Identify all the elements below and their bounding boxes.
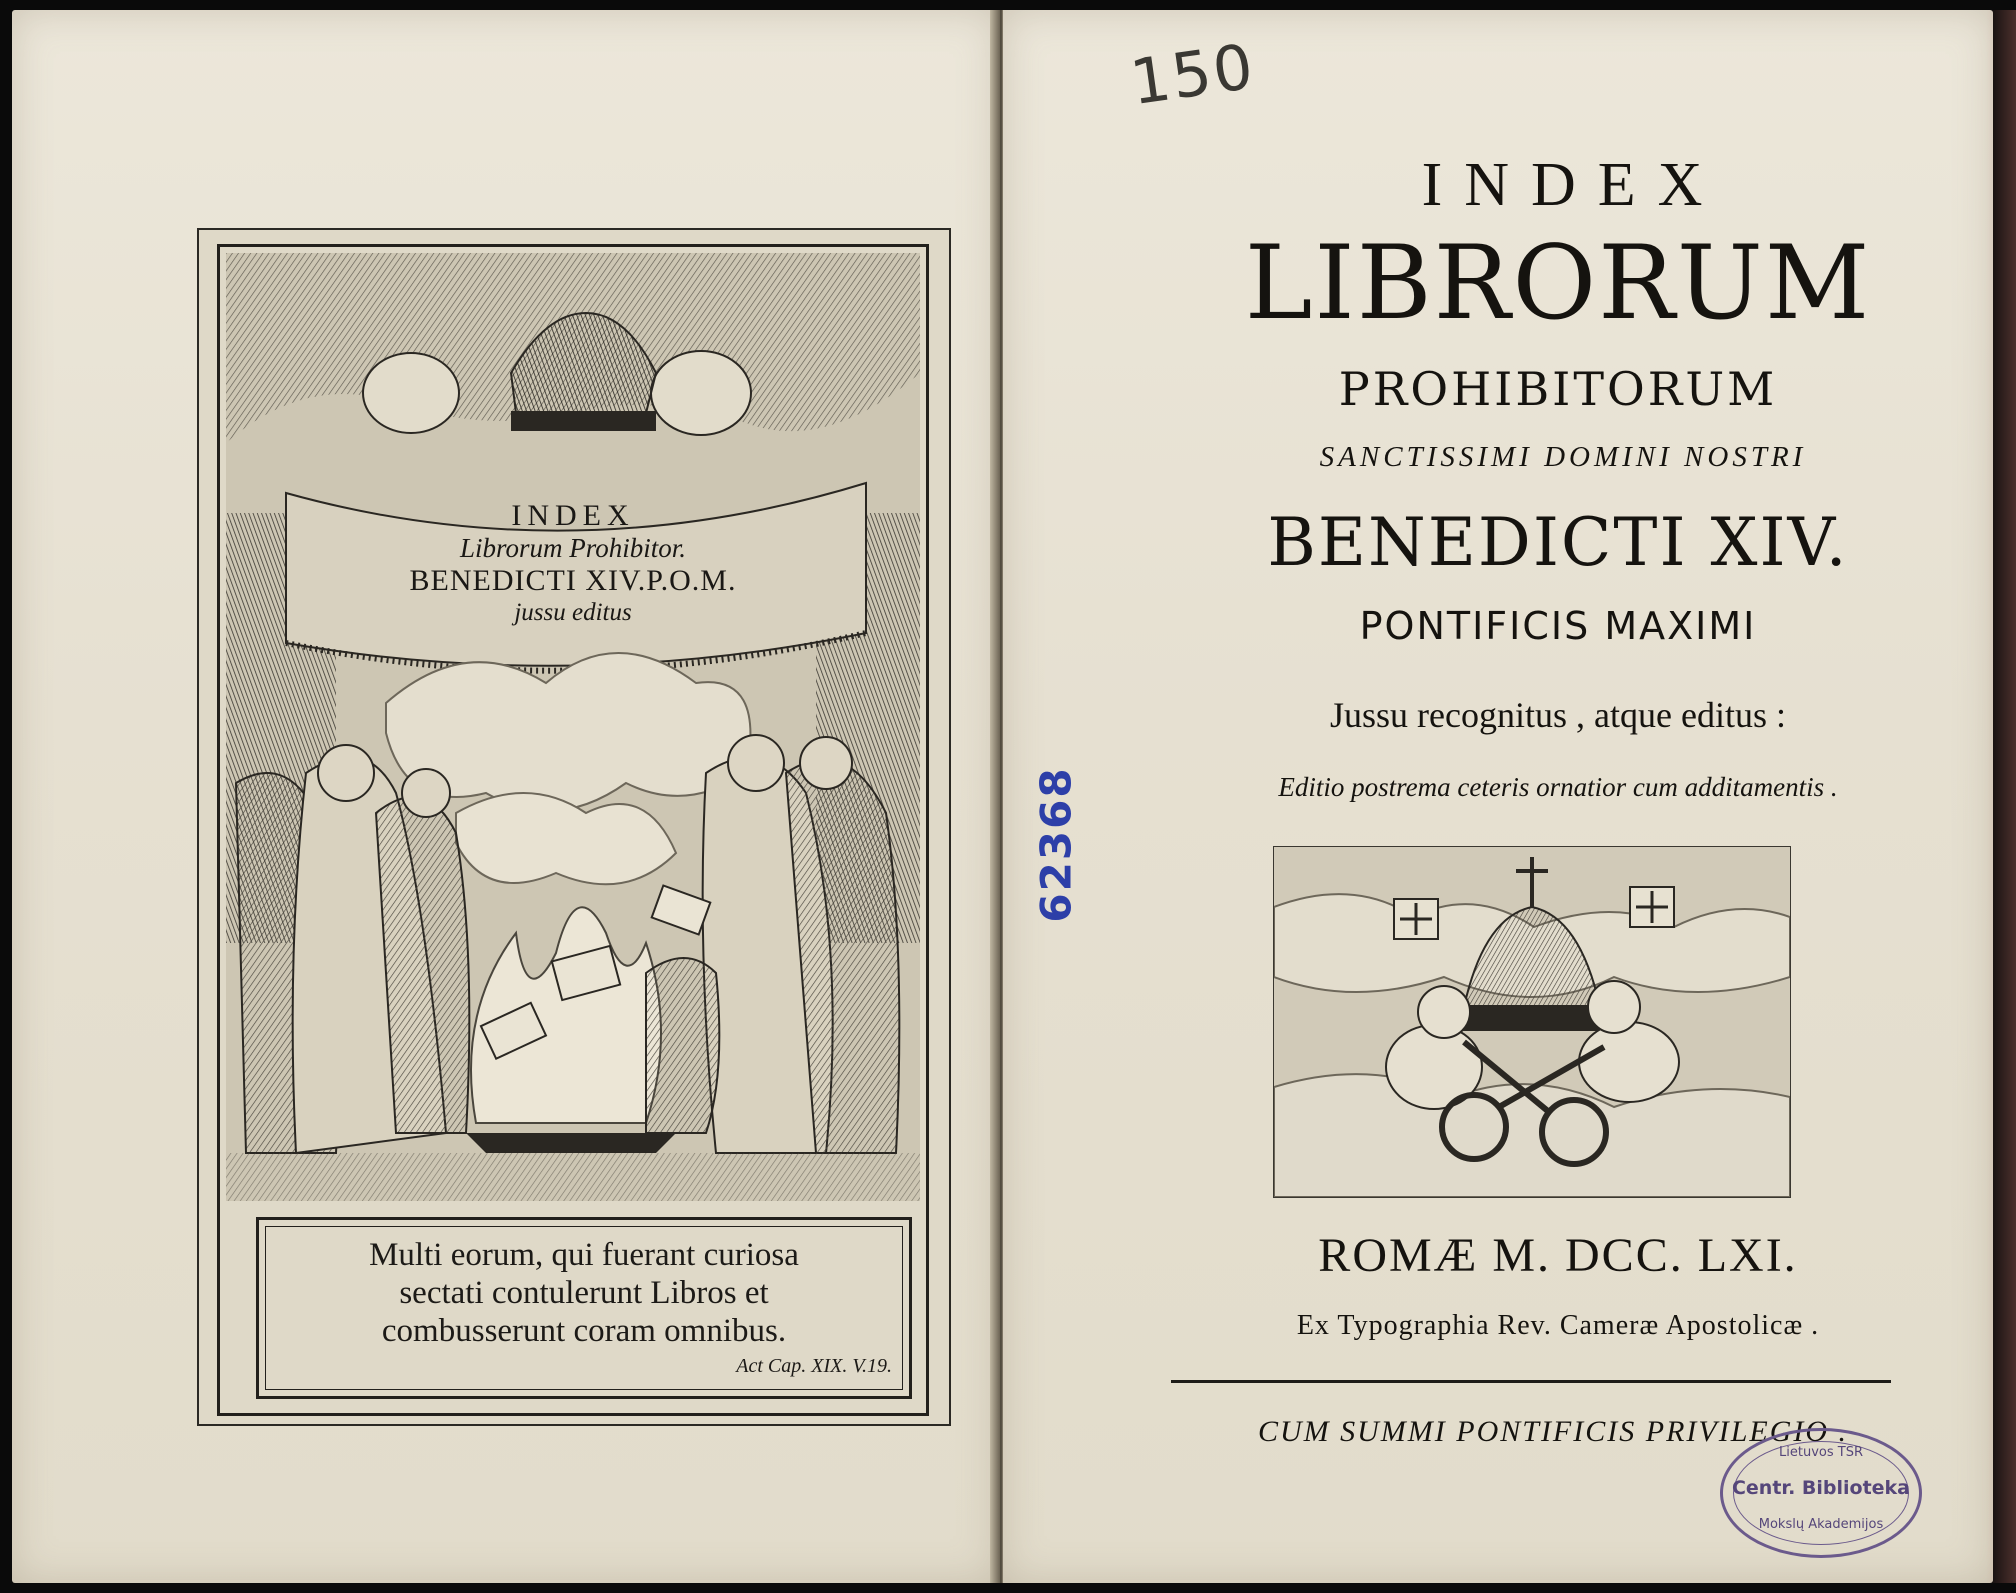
- title-sanctissimi: SANCTISSIMI DOMINI NOSTRI: [1319, 441, 1807, 473]
- title-editio: Editio postrema ceteris ornatior cum additamentis .: [1278, 772, 1838, 802]
- caption-inner-border: [265, 1226, 903, 1390]
- title-librorum: LIBRORUM: [1244, 224, 1872, 343]
- title-index: INDEX: [1421, 151, 1725, 219]
- stamp-bottom-text: Mokslų Akademijos: [1758, 1517, 1884, 1532]
- title-pontificis: PONTIFICIS MAXIMI: [1359, 604, 1757, 648]
- title-imprint-place: ROMÆ M. DCC. LXI.: [1318, 1229, 1798, 1282]
- shelfmark-stamp: [1031, 750, 1081, 940]
- banner-inscription: [226, 501, 920, 625]
- handwritten-number: 150: [1125, 29, 1260, 120]
- caption-line-1: Multi eorum, qui fuerant curiosa: [369, 1237, 799, 1273]
- right-page-title: [1003, 10, 1993, 1583]
- title-benedicti: BENEDICTI XIV.: [1267, 504, 1849, 581]
- caption-box: [256, 1217, 912, 1399]
- library-stamp: [1720, 1428, 1922, 1558]
- caption-reference: Act Cap. XIX. V.19.: [736, 1355, 892, 1377]
- caption-line-2: sectati contulerunt Libros et: [399, 1275, 769, 1311]
- title-privilegio: CUM SUMMI PONTIFICIS PRIVILEGIO .: [1257, 1415, 1849, 1448]
- title-jussu: Jussu recognitus , atque editus :: [1330, 695, 1786, 735]
- page-edge-tint: [1986, 10, 2016, 1583]
- book-burning-engraving: [226, 253, 920, 1201]
- banner-jussu: jussu editus: [514, 599, 632, 626]
- stamp-middle-text: Centr. Biblioteka: [1731, 1477, 1911, 1499]
- vignette-illustration: [1274, 847, 1790, 1197]
- title-prohibitorum: PROHIBITORUM: [1338, 362, 1778, 416]
- plate-border: [217, 244, 929, 1416]
- banner-benedicti: BENEDICTI XIV.P.O.M.: [409, 564, 737, 597]
- banner-index: INDEX: [511, 499, 635, 532]
- stamp-top-text: Lietuvos TSR: [1779, 1445, 1863, 1460]
- left-page-frontispiece: [12, 10, 997, 1583]
- banner-librorum: Librorum Prohibitor.: [459, 533, 687, 563]
- caption-line-3: combusserunt coram omnibus.: [381, 1313, 787, 1349]
- engraving-illustration: [226, 253, 920, 1201]
- papal-tiara-vignette: [1273, 846, 1791, 1198]
- shelfmark-number: 62368: [1031, 766, 1081, 923]
- frontispiece-plate: [197, 228, 951, 1426]
- title-printer: Ex Typographia Rev. Cameræ Apostolicæ .: [1296, 1310, 1820, 1341]
- horizontal-rule: [1171, 1380, 1891, 1383]
